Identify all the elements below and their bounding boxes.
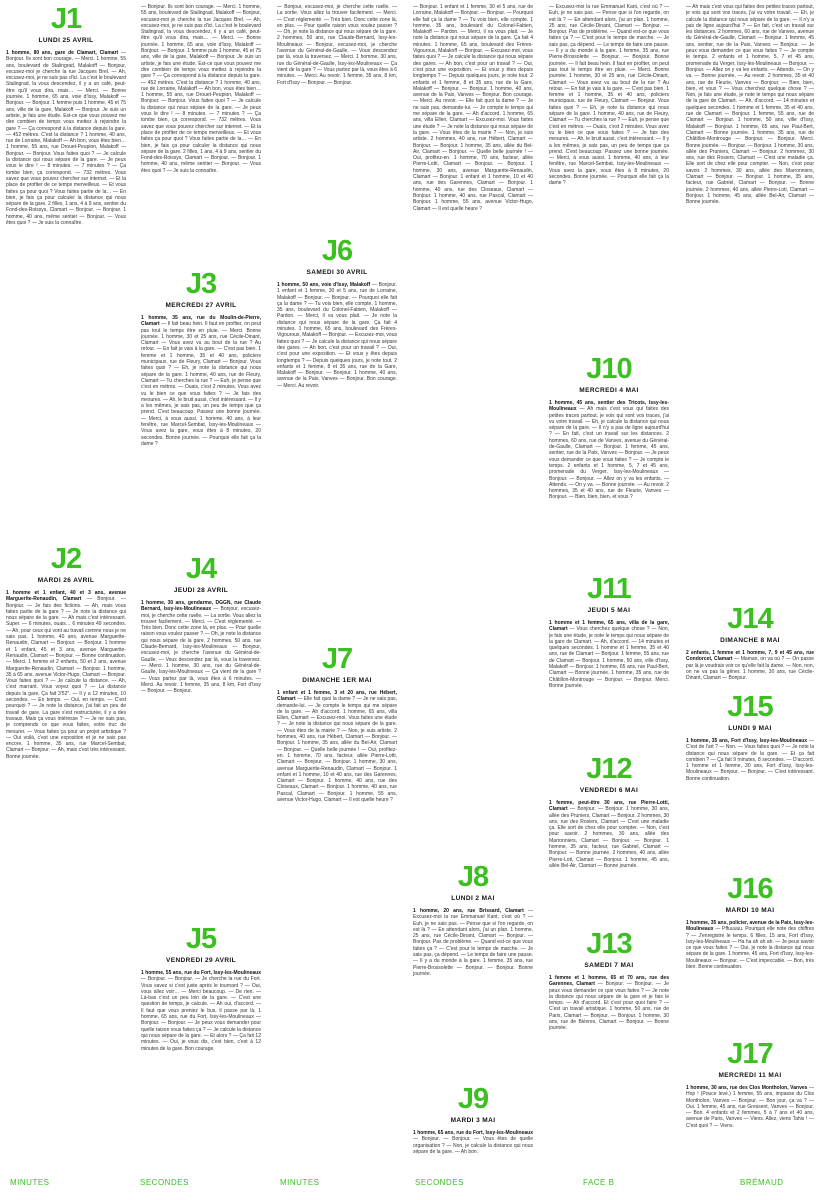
day-label: J12	[586, 753, 632, 785]
day-label: J1	[50, 4, 82, 35]
entry-text: — Bonjour. — Bonjour. — Vous êtes de quelle organisation ? — Non, je calcule la distance qui nous sépare de la gare. — Ah bon.	[413, 1136, 533, 1155]
section-j12	[549, 754, 669, 924]
section-j5-continued	[277, 4, 397, 234]
section-j15	[686, 692, 814, 867]
section-j10	[549, 354, 669, 569]
entry-text: — Bonjour. Ils sont bon courage. — Merci. 1 homme, 55 ans, boulevard de Stalingrad, Malakoff — Bonjour, excusez-moi je cherche la rue Jacques Brel. — Ah, excusez-moi, je ne suis pas d'ici. La c'est le boulevard Stalingrad, la vous descendez, il y a un café, peut-être qu'il vous dira, mais… — Merci. — Bonne journée. 1 homme, 65 ans, voie d'Issy, Malakoff — Bonjour. — Bonjour. 1 femme puis 1 homme, 45 et 75 ans, ville de la gare, Malakoff — Bonjour. Je suis un artiste, je fais une étude. Est-ce que vous pouvez me dire combien de temps vous mettez à rejoindre la gare ? — Ça correspond à la distance depuis la gare. — 452 mètres. C'est la distance ? 1 homme, 40 ans, rue de Lorraine, Malakoff — Ah bon, vous êtes bien… 1 homme, 55 ans, rue Drouet-Peupion, Malakoff — Bonjour. — Bonjour. Vous faites quoi ? — Je calcule la distance qui nous sépare de la gare. — Je peux vous le dire ! — 8 minutes. — 7 minutes ? — Ça tombe bien, ça correspond. — 732 mètres. Vous savez que vous pouvez chercher sur internet. — Et la place de profiter de ce temps merveilleux. — Et vous faites ça pour quoi ? Vous faites partie de la… — En bien, je fais ça pour calculer la distance qui nous sépare de la gare. 2 filles, 1 ans, 4 à 9 ans, sentier du Fond-des-Roissys, Clamart — Bonjour. — Bonjour. 1 homme, 40 ans, même sentier — Bonjour. — Vous êtes quoi ? — Je suis la connaître.	[6, 50, 126, 227]
column-5	[549, 4, 669, 1172]
entry-text: — Ah mais c'est vous qui faites des petites traces partout, je vois qui sont vos traces, j'ai vu votre travail. — Eh, je calcule la distance qui nous sépare de la gare. — Il n'y a pas de ligne aujourd'hui ? — En fait, c'est un travail sur les distances. 2 hommes, 60 ans, rue de Vanves, avenue du Général-de-Gaulle, Clamart — Bonjour. 1 femme, 45 ans, sentier, rue de la Paix, Vanves — Bonjour. — Je peux vous demander ce que vous faites ? — Je compte le temps. 2 enfants et 1 homme, 5, 7 et 45 ans, promenade du Verger, Issy-les-Moulineaux — Bonjour. — Bonjour. — Allez on y va les enfants. — Attends. — On y va. — Bonne journée. — Au revoir. 2 hommes, 35 et 40 ans, rue de Fleurie, Vanves — Bonjour. — Bien, bien, bien, et vous ?	[686, 4, 814, 92]
section-body	[6, 590, 126, 760]
section-body	[141, 315, 261, 447]
section-body	[277, 690, 397, 803]
section-j9-continued	[549, 4, 669, 349]
section-j14	[686, 604, 814, 689]
section-j7	[277, 644, 397, 1172]
day-date: DIMANCHE 1ER MAI	[302, 677, 372, 684]
entry-heading: 1 femme et 1 homme, 65 et 70 ans, rue des Garennes, Clamart	[549, 975, 669, 988]
day-date: MARDI 10 MAI	[725, 907, 775, 914]
entry-text: — Ah mais c'est vous qui faites des petites traces partout, je vois qui sont vos traces, j'ai vu votre travail. — Eh, je calcule la distance qui nous sépare de la gare. — Il n'y a pas de ligne aujourd'hui ? — En fait, c'est un travail sur les distances. 2 hommes, 60 ans, rue de Vanves, avenue du Général-de-Gaulle, Clamart — Bonjour. 1 femme, 45 ans, sentier, rue de la Paix, Vanves — Bonjour. — Je peux vous demander ce que vous faites ? — Je compte le temps. 2 enfants et 1 homme, 5, 7 et 45 ans, promenade du Verger, Issy-les-Moulineaux — Bonjour. — Bonjour. — Allez on y va les enfants. — Attends. — On y va. — Bonne journée. — Au revoir. 2 hommes, 35 et 40 ans, rue de Fleurie, Vanves — Bonjour. — Bien, bien, bien, et vous ?	[549, 406, 669, 501]
section-body	[549, 400, 669, 501]
continued-text	[413, 4, 533, 212]
continued-text	[549, 4, 669, 187]
section-j2-continued	[141, 4, 261, 259]
footer-label-face-b: FACE B	[583, 1178, 615, 1187]
entry-heading: 1 homme, 45 ans, sentier des Tricots, Issy-les-Moulineaux	[549, 400, 669, 413]
section-j4	[141, 554, 261, 914]
footer-labels	[0, 1178, 827, 1194]
footer-label-secondes: SECONDES	[415, 1178, 464, 1187]
entry-heading: 1 homme, 65 ans, rue du Fort, Issy-les-Moulineaux	[413, 1130, 533, 1136]
day-date: DIMANCHE 8 MAI	[720, 637, 780, 644]
day-date: SAMEDI 7 MAI	[584, 962, 634, 969]
section-j2	[6, 544, 126, 1172]
section-j11	[549, 574, 669, 744]
entry-text: — C'est de l'art ? — Non. — Vous faites quoi ? — Je note la distance qui nous sépare de la gare. — Et ça fait combien ? — Ça fait 9 minutes, 8 secondes. — D'accord. 1 homme et 1 femme, 30 ans, Fort d'Issy, Issy-les-Moulineaux — Bonjour. — Bonjour. — C'est intéressant. Bonne continuation.	[686, 738, 814, 782]
day-date: MARDI 26 AVRIL	[37, 577, 95, 584]
column-3	[277, 4, 397, 1172]
column-2	[141, 4, 261, 1172]
section-j13	[549, 929, 669, 1172]
section-body	[549, 975, 669, 1032]
day-date: SAMEDI 30 AVRIL	[306, 269, 368, 276]
section-body	[413, 1130, 533, 1155]
entry-heading: 1 femme, peut-être 30 ans, rue Pierre-Lotti, Clamart	[549, 800, 669, 813]
entry-text: — Bonjour. 1 enfant et 1 femme, 30 et 5 ans, rue de Lorraine, Malakoff — Bonjour. — Bonjour. — Pourquoi elle fait ça la dame ? — Tu vois bien, elle compte. 1 homme, 35 ans, boulevard du Colonel-Fabien, Malakoff — Pardon. — Merci, il va vous plait. — Je note la distance qui nous sépare de la gare. Ça fait 4 minutes. 1 homme, 65 ans, boulevard des Frères-Vigouroux, Malakoff — Bonjour. — Excusez-moi, vous faites quoi ? — Je calcule la distance qui nous sépare des gares. — Ah bon, c'est pour un travail ? — Oui, c'est pour une exposition. — Et vous y êtes depuis longtemps ? — Depuis quelques jours, je note tout. 2 enfants et 1 femme, 8 et 35 ans, rue de la Gare, Malakoff — Bonjour. — Bonjour. 1 homme, 40 ans, avenue de la Paix, Vanves — Bonjour. Bon courage. — Merci. Au revoir.	[277, 282, 397, 389]
day-label: J11	[587, 573, 631, 605]
section-j13-continued	[686, 4, 814, 574]
day-label: J14	[727, 603, 773, 635]
entry-heading: 1 homme, 35 ans, Fort d'Issy, Issy-les-Moulineaux	[686, 738, 808, 744]
footer-label-bremaud: BRÉMAUD	[740, 1178, 784, 1187]
section-body	[413, 908, 533, 977]
entry-text: — Maman, on va où ? — On passe par là je voudrais voir ce qu'elle fait la dame. — Non, non, on ne va pas la gêner. 1 homme, 30 ans, rue Cécile-Dinant, Clamart — Bonjour.	[686, 656, 814, 682]
column-1	[6, 4, 126, 1172]
column-6	[686, 4, 814, 1172]
section-j3	[141, 269, 261, 544]
day-label: J2	[50, 543, 82, 575]
day-label: J4	[185, 553, 217, 585]
columns	[6, 4, 821, 1172]
entry-heading: 2 enfants, 1 femme et 1 homme, 7, 9 et 45 ans, rue Condorcet, Clamart	[686, 650, 814, 663]
day-date: JEUDI 28 AVRIL	[173, 587, 229, 594]
entry-text: — Bonjour. Ils sont bon courage. — Merci. 1 homme, 55 ans, boulevard de Stalingrad, Malakoff — Bonjour, excusez-moi je cherche la rue Jacques Brel. — Ah, excusez-moi, je ne suis pas d'ici. La c'est le boulevard Stalingrad, la vous descendez, il y a un café, peut-être qu'il vous dira, mais… — Merci. — Bonne journée. 1 homme, 65 ans, voie d'Issy, Malakoff — Bonjour. — Bonjour. 1 femme puis 1 homme, 45 et 75 ans, ville de la gare, Malakoff — Bonjour. Je suis un artiste, je fais une étude. Est-ce que vous pouvez me dire combien de temps vous mettez à rejoindre la gare ? — Ça correspond à la distance depuis la gare. — 452 mètres. C'est la distance ? 1 homme, 40 ans, rue de Lorraine, Malakoff — Ah bon, vous êtes bien… 1 homme, 55 ans, rue Drouet-Peupion, Malakoff — Bonjour. — Bonjour. Vous faites quoi ? — Je calcule la distance qui nous sépare de la gare. — Je peux vous le dire ! — 8 minutes. — 7 minutes ? — Ça tombe bien, ça correspond. — 732 mètres. Vous savez que vous pouvez chercher sur internet. — Et la place de profiter de ce temps merveilleux. — Et vous faites ça pour quoi ? Vous faites partie de la… — En bien, je fais ça pour calculer la distance qui nous sépare de la gare. 2 filles, 1 ans, 4 à 9 ans, sentier du Fond-des-Roissys, Clamart — Bonjour. — Bonjour. 1 homme, 40 ans, même sentier — Bonjour. — Vous êtes quoi ? — Je suis la connaître.	[141, 4, 261, 174]
entry-text: — Bonjour. — Bonjour. 1 homme, 30 ans, allée des Pruniers, Clamart — Bonjour. 2 hommes, 30 ans, rue des Rosiers, Clamart — C'est une maladie ça. Elle sort de chez elle pour compter. — Non, c'est pour savoir. 2 hommes, 30 ans, allée des Marronniers, Clamart — Bonjour. — Bonjour. 1 homme, 35 ans, facteur, rue Gabriel, Clamart — Bonjour. — Bonne journée. 2 hommes, 40 ans, allée Pierre-Loti, Clamart — Bonjour. 1 homme, 45 ans, allée Bel-Air, Clamart — Bonne journée.	[686, 142, 814, 206]
day-label: J7	[321, 643, 353, 675]
entry-text: — Elle fait quoi la dame ? — Je ne sais pas, demande-lui. — Je compte le temps qui me sépare de la gare. — Ah d'accord. 1 homme, 65 ans, villa Ellen, Clamart — Excusez-moi. Vous faites une étude ? — Je note la distance qui nous sépare de la gare. — Vous êtes de la mairie ? — Non, je suis artiste. 2 hommes, 40 ans, rue Hébert, Clamart — Bonjour. — Bonjour. 1 homme, 35 ans, allée du Bel-Air, Clamart — Bonjour. — Quelle belle journée ! — Oui, profitez-en. 1 homme, 70 ans, facteur, allée Pierre-Lotti, Clamart — Bonjour. — Bonjour. 1 homme, 30 ans, avenue Marguerite-Renaudin, Clamart — Bonjour. 1 enfant et 1 homme, 10 et 40 ans, rue des Garennes, Clamart — Bonjour. 1 homme, 40 ans, rue des Closeaux, Clamart — Bonjour. 1 homme, 40 ans, rue Pascal, Clamart — Bonjour. 1 homme, 55 ans, avenue Victor-Hugo, Clamart — Il est quelle heure ?	[277, 696, 397, 804]
entry-text: — Hop ! (Pouce levé.) 1 femme, 55 ans, impasse du Clos Montholon, Vanves — Bonjour. — Bon jour, ça va ? — Oui. 1 femme, 45 ans, rue Gressent, Vanves — Bonjour. — Bon. 4 enfants et 2 femmes, 5 à 7 ans et 40 ans, avenue de Paris, Vanves — Viens. Allez, viens Tahis ! — C'est quoi ? — Viens.	[686, 1085, 814, 1129]
continued-text	[277, 4, 397, 86]
entry-text: — Vous cherchez quelque chose ? — Non, je fais une étude, je note le temps qui nous sépare de la gare de Clamart. — Ah, d'accord. — 14 minutes et quelques secondes. 1 homme et 1 femme, 35 et 40 ans, rue de Clamart — Bonjour. 1 femme, 55 ans, rue de Clamart — Bonjour. 1 homme, 50 ans, ville d'Issy, Malakoff — Bonjour. 1 homme, 65 ans, rue Paul-Bert, Clamart — Bonne journée. 1 homme, 35 ans, rue de Châtillon-Montrouge — Bonjour. — Bonjour. Merci. Bonne journée.	[549, 626, 669, 689]
entry-text: — Bonjour. 1 enfant et 1 femme, 30 et 5 ans, rue de Lorraine, Malakoff — Bonjour. — Bonjour. — Pourquoi elle fait ça la dame ? — Tu vois bien, elle compte. 1 homme, 35 ans, boulevard du Colonel-Fabien, Malakoff — Pardon. — Merci, il va vous plait. — Je note la distance qui nous sépare de la gare. Ça fait 4 minutes. 1 homme, 65 ans, boulevard des Frères-Vigouroux, Malakoff — Bonjour. — Excusez-moi, vous faites quoi ? — Je calcule la distance qui nous sépare des gares. — Ah bon, c'est pour un travail ? — Oui, c'est pour une exposition. — Et vous y êtes depuis longtemps ? — Depuis quelques jours, je note tout. 2 enfants et 1 femme, 8 et 35 ans, rue de la Gare, Malakoff — Bonjour. — Bonjour. 1 homme, 40 ans, avenue de la Paix, Vanves — Bonjour. Bon courage. — Merci. Au revoir.	[413, 4, 533, 105]
entry-heading: 1 homme, 30 ans, gendarme, DGGN, rue Claude Bernard, Issy-les-Moulineaux	[141, 600, 261, 613]
entry-text: — Vous cherchez quelque chose ? — Non, je fais une étude, je note le temps qui nous sépare de la gare de Clamart. — Ah, d'accord. — 14 minutes et quelques secondes. 1 homme et 1 femme, 35 et 40 ans, rue de Clamart — Bonjour. 1 femme, 55 ans, rue de Clamart — Bonjour. 1 homme, 50 ans, ville d'Issy, Malakoff — Bonjour. 1 homme, 65 ans, rue Paul-Bert, Clamart — Bonne journée. 1 homme, 35 ans, rue de Châtillon-Montrouge — Bonjour. — Bonjour. Merci. Bonne journée.	[686, 85, 814, 149]
section-body	[686, 1085, 814, 1129]
day-label: J13	[586, 928, 632, 960]
day-label: J5	[185, 923, 217, 955]
footer-label-secondes: SECONDES	[140, 1178, 189, 1187]
entry-heading: 1 homme, 35 ans, rue du Moulin-de-Pierre, Clamart	[141, 315, 261, 328]
entry-text: — Elle fait quoi la dame ? — Je ne sais pas, demande-lui. — Je compte le temps qui me sépare de la gare. — Ah d'accord. 1 homme, 65 ans, villa Ellen, Clamart — Excusez-moi. Vous faites une étude ? — Je note la distance qui nous sépare de la gare. — Vous êtes de la mairie ? — Non, je suis artiste. 2 hommes, 40 ans, rue Hébert, Clamart — Bonjour. — Bonjour. 1 homme, 35 ans, allée du Bel-Air, Clamart — Bonjour. — Quelle belle journée ! — Oui, profitez-en. 1 homme, 70 ans, facteur, allée Pierre-Lotti, Clamart — Bonjour. — Bonjour. 1 homme, 30 ans, avenue Marguerite-Renaudin, Clamart — Bonjour. 1 enfant et 1 homme, 10 et 40 ans, rue des Garennes, Clamart — Bonjour. 1 homme, 40 ans, rue des Closeaux, Clamart — Bonjour. 1 homme, 40 ans, rue Pascal, Clamart — Bonjour. 1 homme, 55 ans, avenue Victor-Hugo, Clamart — Il est quelle heure ?	[413, 98, 533, 212]
entry-text: — Excusez-moi la rue Emmanuel Kant, c'est où ? — Euh, je ne sais pas. — Pense que si l'on regarde, on est là ? — En attendant alors, j'ai un plan. 1 homme, 25 ans, rue Cécile-Dinant, Clamart — Bonjour. — Bonjour. Pas de problème. — Quand est-ce que vous faites ça ? — C'est pour le temps de marche. — Je sais pas, ça dépend. — Le temps de faire une pause. — Il y a du monde à la gare. 1 femme, 35 ans, rue Pierre-Brossolette — Bonjour. — Bonjour. Bonne journée.	[549, 4, 669, 67]
section-j16	[686, 874, 814, 1029]
section-body	[141, 600, 261, 694]
section-body	[277, 282, 397, 389]
day-label: J3	[185, 268, 217, 300]
entry-heading: 1 homme et 1 enfant, 40 et 3 ans, avenue Marguerite-Renaudin, Clamart	[6, 590, 126, 603]
day-date: MARDI 3 MAI	[450, 1117, 496, 1124]
section-j5	[141, 924, 261, 1172]
day-date: JEUDI 5 MAI	[587, 607, 631, 614]
entry-text: — Bonjour. — Bonjour. 1 homme, 30 ans, allée des Pruniers, Clamart — Bonjour. 2 hommes, 30 ans, rue des Rosiers, Clamart — C'est une maladie ça. Elle sort de chez elle pour compter. — Non, c'est pour savoir. 2 hommes, 30 ans, allée des Marronniers, Clamart — Bonjour. — Bonjour. 1 homme, 35 ans, facteur, rue Gabriel, Clamart — Bonjour. — Bonne journée. 2 hommes, 40 ans, allée Pierre-Loti, Clamart — Bonjour. 1 homme, 45 ans, allée Bel-Air, Clamart — Bonne journée.	[549, 806, 669, 869]
continued-text	[141, 4, 261, 174]
day-date: LUNDI 2 MAI	[451, 895, 495, 902]
entry-heading: 1 homme, 30 ans, rue des Clos Montholon, Vanves	[686, 1085, 808, 1091]
day-label: J6	[321, 235, 353, 267]
section-body	[549, 800, 669, 869]
section-j9	[413, 1084, 533, 1172]
entry-heading: 1 homme, 35 ans, policier, avenue de la Paix, Issy-les-Moulineaux	[686, 920, 814, 933]
entry-text: — Bonjour. — Bonjour. — Je fais des fictions. — Ah, mais vous faites partie de la gare ? — Je note la distance qui nous sépare de la gare. — Ah mais c'est intéressant. Super. — 6 minutes, ouais… 6 minutes 49 secondes. — Ah, pour ceux qui vont au travail comme nous je ne sais pas. 1 homme, 40 ans, avenue Marguerite-Renaudin, Clamart — Bonjour. — Bonjour. 1 homme et 1 enfant, 45 et 3 ans, avenue Marguerite-Renaudin, Clamart — Bonjour. — Bonne continuation. — Merci. 1 femme et 2 enfants, 50 et 2 ans, avenue Marguerite-Renaudin, Clamart — Bonjour. 1 homme, 35 à 65 ans, avenue Victor-Hugo, Clamart — Bonjour. Vous faites quoi ? — Je calcule la distance. — Ah, c'est marrant. Vous voyez quoi ? — La distance depuis la gare. Ça fait 3'52''. — Il y a 12 minutes, 10 secondes. — En temps. — Oui, en temps. — C'est pourquoi ? — Je note la distance, j'ai fait un peu de travail de gare. La gare s'est restructurée, il y a des travaux. Mais ça vous intéresse ? — Je ne sais pas, je comprends ce que vous faites, votre truc de mesurer. — Vous faites ça pour un projet artistique ? — Oui voilà, c'est une exposition et je ne sais pas encore. 1 homme, 35 ans, rue Marcel-Sembat, Clamart — Bonjour. — Ah, mais c'est très intéressant. Bonne journée.	[6, 596, 126, 760]
day-date: LUNDI 25 AVRIL	[38, 37, 94, 44]
column-4	[413, 4, 533, 1172]
entry-heading: 1 homme et 1 femme, 65 ans, villa de la gare, Clamart	[549, 620, 669, 633]
entry-heading: 1 homme, 80 ans, gare de Clamart, Clamart	[6, 50, 119, 56]
footer-label-minutes: MINUTES	[280, 1178, 320, 1187]
entry-text: — Il fait beau hein. Il faut en profiter, on peut pas tout le temps être en pluie. — Merci. Bonne journée. 1 homme, 30 et 25 ans, rue Cécile-Dinant, Clamart — Vous avez vu au bout de la rue ? Au retour. — En fait je vais à la gare. — C'est pas bien. 1 femme et 1 homme, 35 et 40 ans, policiers municipaux, rue de Fleury, Clamart — Bonjour. Vous faites quoi ? — Eh, je note la distance qui nous sépare de la gare. 1 homme, 40 ans, rue de Fleury, Clamart — Tu cherches la rue ? — Euh, je pense que c'est en mètres. — Ouais, c'est 2 minutes. Vous avez vu le bien ce que vous faites ? — Je fais des mesures. — Ah, le bruit aussi, c'est intéressant. — Il y a les mêmes, je sais pas, un peu de temps que ça prend. C'est beaucoup. Passez une bonne journée. — Merci, à vous aussi. 1 homme, 40 ans, à leur fenêtre, rue Marcel-Sembat, Issy-les-Moulineaux — Vous avez la gare, vous êtes à 8 minutes, 20 secondes. Bonne journée. — Pourquoi elle fait ça la dame ?	[549, 60, 669, 187]
entry-heading: 1 enfant et 1 femme, 3 et 20 ans, rue Hébert, Clamart	[277, 690, 397, 703]
entry-heading: 1 homme, 55 ans, rue du Fort, Issy-les-Moulineaux	[141, 970, 261, 976]
day-label: J16	[727, 873, 773, 905]
entry-heading: 1 homme, 50 ans, voie d'Issy, Malakoff	[277, 282, 371, 288]
section-j8	[413, 862, 533, 1082]
entry-text: — Pffuuuuu. Pourquoi elle note des chiffres ? — J'enregistre le temps. 6 filles, 15 ans, Fort d'Issy, Issy-les-Moulineaux — Ha ha ah ah ah. — Je peux savoir ce que vous faites ? — Oui, je note la distance qui nous sépare de la gare. 1 homme, 45 ans, Fort d'Issy, Issy-les-Moulineaux — Bonjour. — C'est impeccable. — Bon, très bien. Bonne continuation.	[686, 926, 814, 971]
section-body	[686, 738, 814, 782]
day-date: MERCREDI 11 MAI	[718, 1072, 782, 1079]
section-body	[141, 970, 261, 1052]
section-body	[686, 920, 814, 970]
day-label: J15	[727, 691, 773, 723]
day-date: MERCREDI 4 MAI	[579, 387, 639, 394]
day-label: J8	[457, 861, 489, 893]
section-j17	[686, 1039, 814, 1172]
footer-label-minutes: MINUTES	[10, 1178, 50, 1187]
section-body	[6, 50, 126, 226]
day-date: LUNDI 9 MAI	[728, 725, 772, 732]
section-j1	[6, 4, 126, 539]
entry-text: — Il fait beau hein. Il faut en profiter, on peut pas tout le temps être en pluie. — Merci. Bonne journée. 1 homme, 30 et 25 ans, rue Cécile-Dinant, Clamart — Vous avez vu au bout de la rue ? Au retour. — En fait je vais à la gare. — C'est pas bien. 1 femme et 1 homme, 35 et 40 ans, policiers municipaux, rue de Fleury, Clamart — Bonjour. Vous faites quoi ? — Eh, je note la distance qui nous sépare de la gare. 1 homme, 40 ans, rue de Fleury, Clamart — Tu cherches la rue ? — Euh, je pense que c'est en mètres. — Ouais, c'est 2 minutes. Vous avez vu le bien ce que vous faites ? — Je fais des mesures. — Ah, le bruit aussi, c'est intéressant. — Il y a les mêmes, je sais pas, un peu de temps que ça prend. C'est beaucoup. Passez une bonne journée. — Merci, à vous aussi. 1 homme, 40 ans, à leur fenêtre, rue Marcel-Sembat, Issy-les-Moulineaux — Vous avez la gare, vous êtes à 8 minutes, 20 secondes. Bonne journée. — Pourquoi elle fait ça la dame ?	[141, 321, 261, 447]
day-date: VENDREDI 29 AVRIL	[165, 957, 236, 964]
day-label: J9	[457, 1083, 489, 1115]
continued-text	[686, 4, 814, 206]
section-j7-continued	[413, 4, 533, 859]
entry-text: — Bonjour. — Bonjour. — Je peux vous demander ce que vous faites ? — Je note la distance qui nous sépare de la gare et je fais le temps. — Ah d'accord. Et c'est pour quoi faire ? — C'est un travail artistique. 1 homme, 50 ans, rue de Paris, Clamart — Bonjour. — Bonjour. 1 homme, 30 ans, rue de Bièvres, Clamart — Bonjour. — Bonne journée.	[549, 981, 669, 1032]
section-body	[686, 650, 814, 681]
entry-heading: 1 homme, 20 ans, rue Brissard, Clamart	[413, 908, 524, 914]
day-date: MERCREDI 27 AVRIL	[165, 302, 237, 309]
day-label: J10	[586, 353, 632, 385]
entry-text: — Excusez-moi la rue Emmanuel Kant, c'est où ? — Euh, je ne sais pas. — Pense que si l'on regarde, on est là ? — En attendant alors, j'ai un plan. 1 homme, 25 ans, rue Cécile-Dinant, Clamart — Bonjour. — Bonjour. Pas de problème. — Quand est-ce que vous faites ça ? — C'est pour le temps de marche. — Je sais pas, ça dépend. — Le temps de faire une pause. — Il y a du monde à la gare. 1 femme, 35 ans, rue Pierre-Brossolette — Bonjour. — Bonjour. Bonne journée.	[413, 908, 533, 977]
day-date: VENDREDI 6 MAI	[579, 787, 639, 794]
day-label: J17	[727, 1038, 773, 1070]
section-j6	[277, 236, 397, 626]
entry-text: — Bonjour, excusez-moi, je cherche cette ruelle. — La sortie. Vous allez la trouver facilement. — Merci. — C'est réglementé. — Très bien. Donc cette zone là, en plus. — Pour quelle raison vous voulez passer ? — Oh, je note la distance qui nous sépare de la gare. 2 hommes, 50 ans, rue Claude-Bernard, Issy-les-Moulineaux — Bonjour, excusez-moi, je cherche l'avenue du Général-de-Gaulle. — Vous descendez par là, vous la traversez. — Merci. 1 homme, 30 ans, rue du Général-de-Gaulle, Issy-les-Moulineaux — Ça vient de la gare ? — Vous partez par là, vous êtes à 6 minutes. — Merci. Au revoir. 1 femme, 35 ans, 8 km, Fort d'Issy — Bonjour. — Bonjour.	[141, 606, 261, 695]
section-body	[549, 620, 669, 689]
entry-text: — Bonjour, excusez-moi, je cherche cette ruelle. — La sortie. Vous allez la trouver facilement. — Merci. — C'est réglementé. — Très bien. Donc cette zone là, en plus. — Pour quelle raison vous voulez passer ? — Oh, je note la distance qui nous sépare de la gare. 2 hommes, 50 ans, rue Claude-Bernard, Issy-les-Moulineaux — Bonjour, excusez-moi, je cherche l'avenue du Général-de-Gaulle. — Vous descendez par là, vous la traversez. — Merci. 1 homme, 30 ans, rue du Général-de-Gaulle, Issy-les-Moulineaux — Ça vient de la gare ? — Vous partez par là, vous êtes à 6 minutes. — Merci. Au revoir. 1 femme, 35 ans, 8 km, Fort d'Issy — Bonjour. — Bonjour.	[277, 4, 397, 86]
entry-text: — Bonjour. — Bonjour. — Je cherche la rue du Fort. Vous savez si c'est juste après le tournant ? — Oui, vous allez voir… — Merci beaucoup. — De rien. — Là-bas c'est un peu loin de la gare. — C'est une question de temps, je calcule. — Ah oui, d'accord. — Il faut que vous preniez le bus, il passe par là. 1 homme, 65 ans, rue du Fort, Issy-les-Moulineaux — Bonjour. — Bonjour. — Je peux vous demander pour quelle raison vous faites ça ? — Je calcule la distance qui nous sépare de la gare. — Et alors ? — Ça fait 12 minutes. — Oui, je vous dis, c'est bien, c'est à 12 minutes de la gare. Bon courage.	[141, 976, 261, 1052]
